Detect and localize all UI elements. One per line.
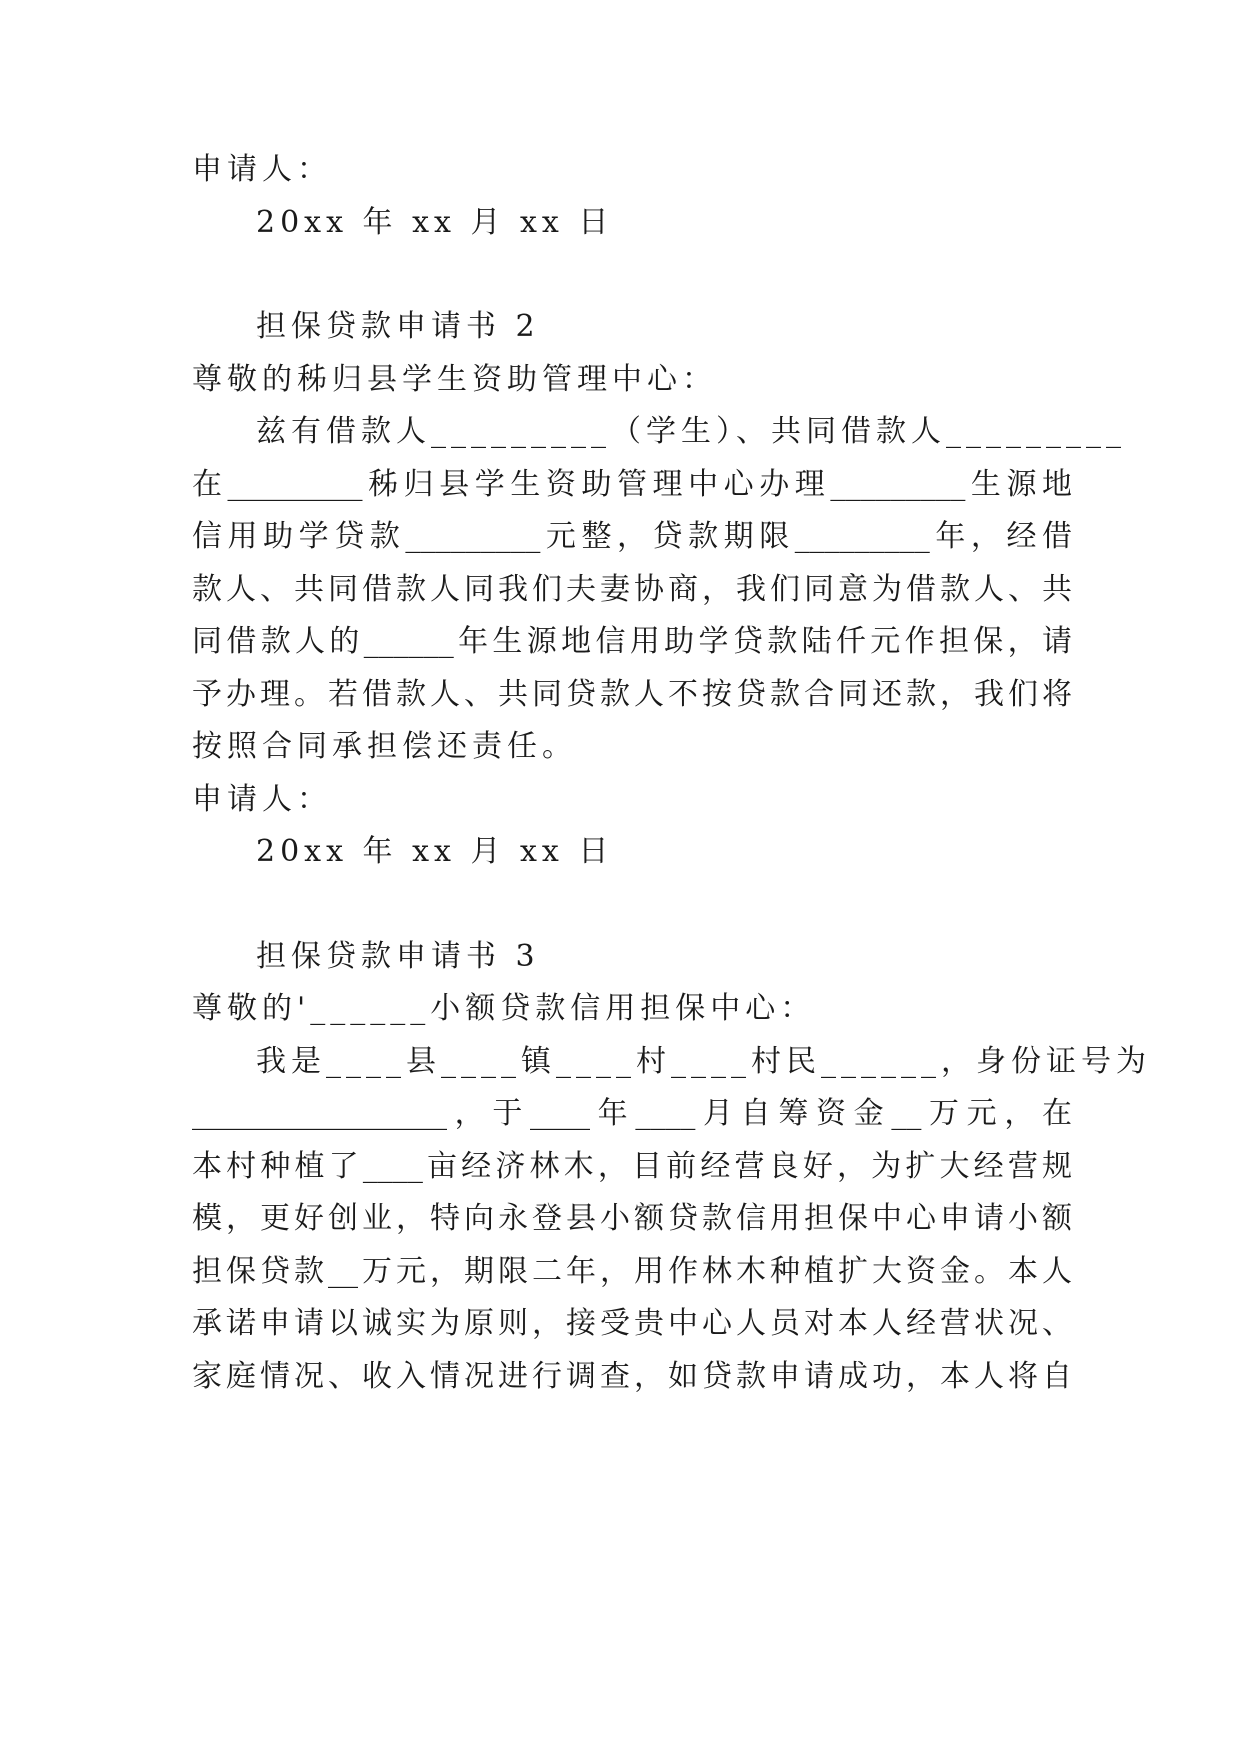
body-line: 同借款人的______年生源地信用助学贷款陆仟元作担保，请: [192, 624, 1072, 659]
section-title-2: 担保贷款申请书 2: [256, 309, 540, 344]
body-line: 本村种植了____亩经济林木，目前经营良好，为扩大经营规: [192, 1149, 1072, 1184]
body-line: 担保贷款__万元，期限二年，用作林木种植扩大资金。本人: [192, 1254, 1072, 1289]
body-line: 按照合同承担偿还责任。: [192, 729, 577, 764]
date-line-2: 20xx 年 xx 月 xx 日: [256, 834, 614, 869]
body-line: 款人、共同借款人同我们夫妻协商，我们同意为借款人、共: [192, 572, 1072, 607]
body-line: 我是____县____镇____村____村民______，身份证号为: [256, 1044, 1151, 1079]
body-line: 家庭情况、收入情况进行调查，如贷款申请成功，本人将自: [192, 1359, 1072, 1394]
salutation-3: 尊敬的'______小额贷款信用担保中心：: [192, 991, 816, 1026]
body-line: 予办理。若借款人、共同贷款人不按贷款合同还款，我们将: [192, 677, 1072, 712]
body-line: 信用助学贷款_________元整，贷款期限_________年，经借: [192, 519, 1072, 554]
body-line: 在_________秭归县学生资助管理中心办理_________生源地: [192, 467, 1072, 502]
applicant-label-1: 申请人：: [192, 152, 332, 187]
salutation-2: 尊敬的秭归县学生资助管理中心：: [192, 362, 717, 397]
body-line: 模，更好创业，特向永登县小额贷款信用担保中心申请小额: [192, 1201, 1072, 1236]
body-line: 兹有借款人_________（学生）、共同借款人_________: [256, 414, 1126, 449]
section-title-3: 担保贷款申请书 3: [256, 939, 540, 974]
body-line: 承诺申请以诚实为原则，接受贵中心人员对本人经营状况、: [192, 1306, 1072, 1341]
applicant-label-2: 申请人：: [192, 782, 332, 817]
date-line-1: 20xx 年 xx 月 xx 日: [256, 205, 614, 240]
body-line: _________________，于____年____月自筹资金__万元，在: [192, 1096, 1072, 1131]
